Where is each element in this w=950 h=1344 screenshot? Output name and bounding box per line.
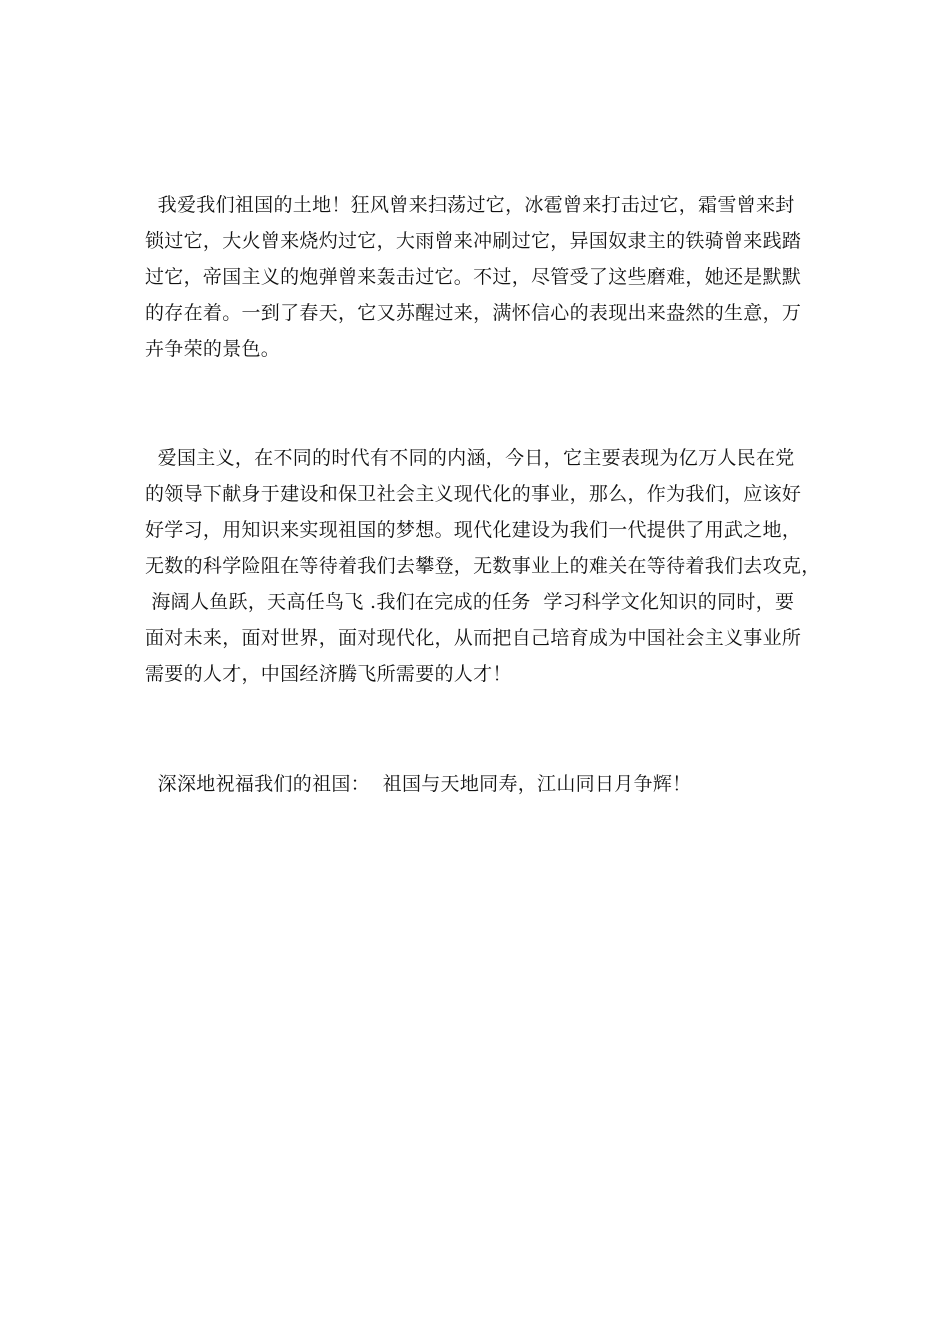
- paragraph-3-line-1: 深深地祝福我们的祖国： 祖国与天地同寿，江山同日月争辉！: [145, 773, 692, 795]
- paragraph-2-line-4: 无数的科学险阻在等待着我们去攀登，无数事业上的难关在等待着我们去攻克，: [145, 555, 821, 577]
- paragraph-2-line-5: 海阔人鱼跃，天高任鸟飞 .我们在完成的任务 学习科学文化知识的同时，要: [145, 591, 795, 613]
- paragraph-2-line-3: 好学习，用知识来实现祖国的梦想。现代化建设为我们一代提供了用武之地，: [145, 519, 802, 541]
- paragraph-2-line-1: 爱国主义，在不同的时代有不同的内涵，今日，它主要表现为亿万人民在党: [145, 447, 795, 469]
- paragraph-2-line-2: 的领导下献身于建设和保卫社会主义现代化的事业，那么，作为我们，应该好: [145, 483, 802, 505]
- paragraph-1-line-4: 的存在着。一到了春天，它又苏醒过来，满怀信心的表现出来盎然的生意，万: [145, 302, 802, 324]
- paragraph-1-line-3: 过它，帝国主义的炮弹曾来轰击过它。不过，尽管受了这些磨难，她还是默默: [145, 266, 802, 288]
- paragraph-2-line-6: 面对未来，面对世界，面对现代化，从而把自己培育成为中国社会主义事业所: [145, 627, 802, 649]
- paragraph-1-line-1: 我爱我们祖国的土地！狂风曾来扫荡过它，冰雹曾来打击过它，霜雪曾来封: [145, 194, 795, 216]
- paragraph-2-line-7: 需要的人才，中国经济腾飞所需要的人才！: [145, 663, 512, 685]
- paragraph-1-line-5: 卉争荣的景色。: [145, 338, 281, 360]
- paragraph-1-line-2: 锁过它，大火曾来烧灼过它，大雨曾来冲刷过它，异国奴隶主的铁骑曾来践踏: [145, 230, 802, 252]
